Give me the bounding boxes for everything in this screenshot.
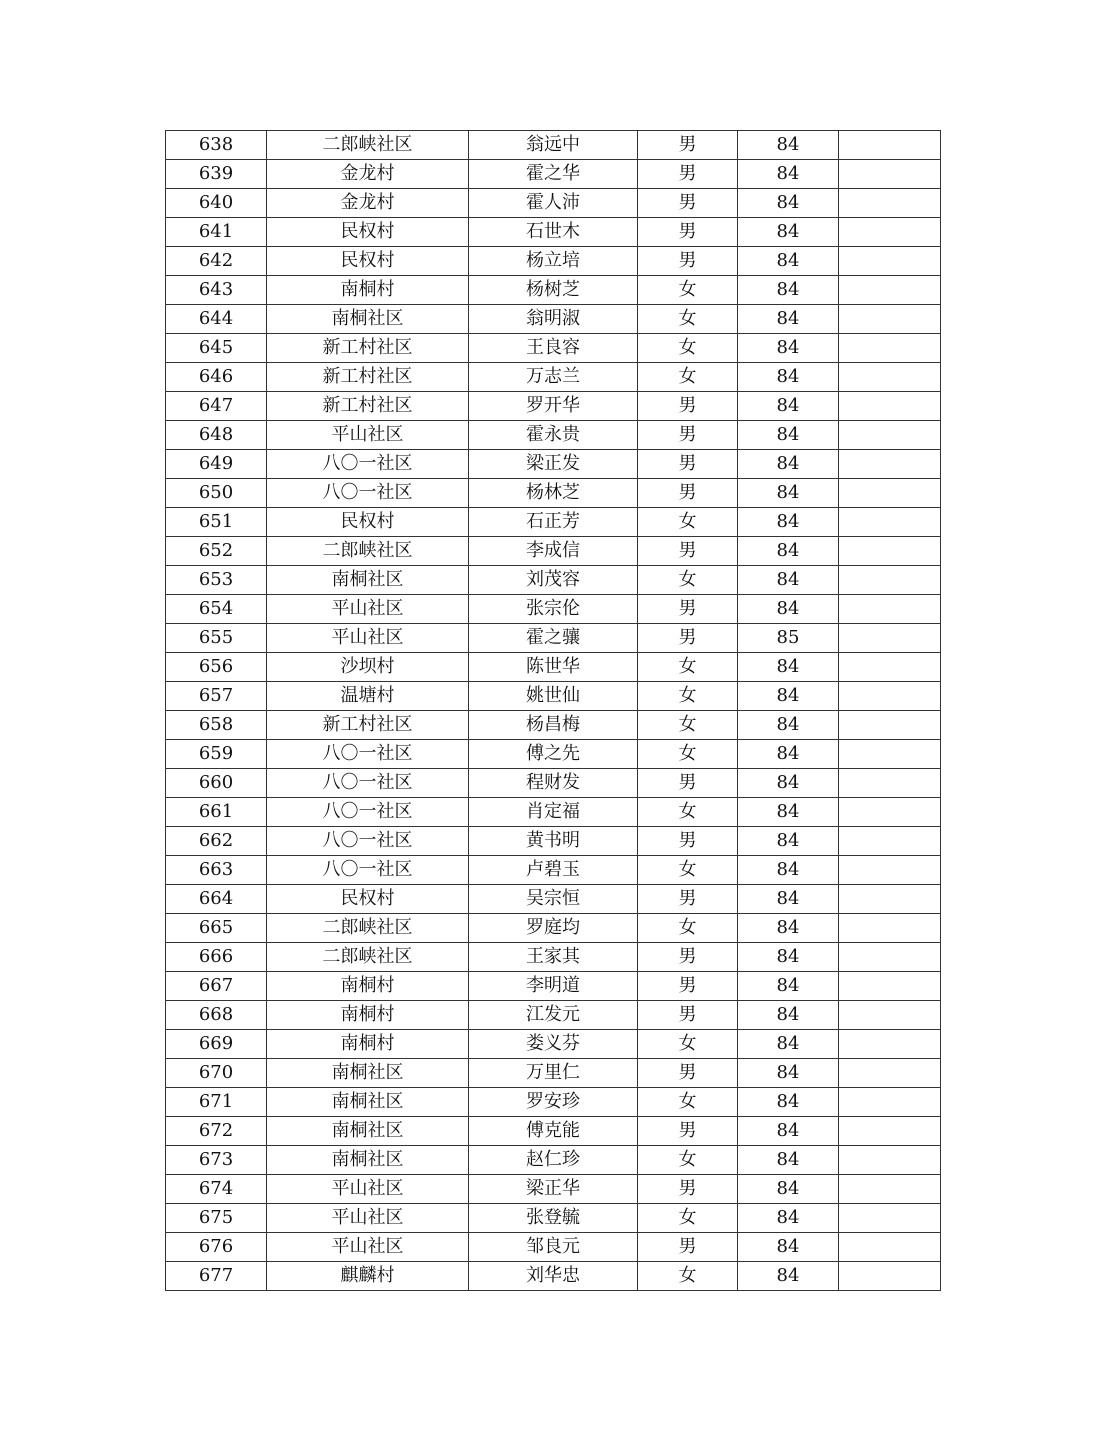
- serial-number-cell: 645: [166, 334, 267, 363]
- name-cell: 傅克能: [469, 1117, 638, 1146]
- sex-cell: 男: [638, 827, 738, 856]
- name-cell: 霍人沛: [469, 189, 638, 218]
- table-row: [166, 1059, 941, 1088]
- age-cell: 84: [738, 334, 839, 363]
- table-row: [166, 943, 941, 972]
- sex-cell: 男: [638, 1059, 738, 1088]
- note-cell: [839, 537, 941, 566]
- community-cell: 平山社区: [267, 421, 469, 450]
- note-cell: [839, 1175, 941, 1204]
- table-row: [166, 508, 941, 537]
- serial-number-cell: 667: [166, 972, 267, 1001]
- name-cell: 梁正发: [469, 450, 638, 479]
- age-cell: 84: [738, 1117, 839, 1146]
- age-cell: 84: [738, 160, 839, 189]
- age-cell: 84: [738, 682, 839, 711]
- note-cell: [839, 798, 941, 827]
- name-cell: 石正芳: [469, 508, 638, 537]
- sex-cell: 男: [638, 595, 738, 624]
- age-cell: 85: [738, 624, 839, 653]
- serial-number-cell: 653: [166, 566, 267, 595]
- name-cell: 黄书明: [469, 827, 638, 856]
- name-cell: 傅之先: [469, 740, 638, 769]
- age-cell: 84: [738, 856, 839, 885]
- community-cell: 南桐村: [267, 276, 469, 305]
- note-cell: [839, 1117, 941, 1146]
- serial-number-cell: 673: [166, 1146, 267, 1175]
- community-cell: 麒麟村: [267, 1262, 469, 1291]
- roster-table-body: [166, 131, 941, 1291]
- table-row: [166, 827, 941, 856]
- age-cell: 84: [738, 218, 839, 247]
- community-cell: 南桐村: [267, 1030, 469, 1059]
- serial-number-cell: 640: [166, 189, 267, 218]
- serial-number-cell: 661: [166, 798, 267, 827]
- table-row: [166, 479, 941, 508]
- serial-number-cell: 644: [166, 305, 267, 334]
- table-row: [166, 131, 941, 160]
- note-cell: [839, 1204, 941, 1233]
- table-row: [166, 1088, 941, 1117]
- serial-number-cell: 659: [166, 740, 267, 769]
- age-cell: 84: [738, 914, 839, 943]
- table-row: [166, 421, 941, 450]
- table-row: [166, 537, 941, 566]
- age-cell: 84: [738, 740, 839, 769]
- age-cell: 84: [738, 189, 839, 218]
- table-row: [166, 624, 941, 653]
- sex-cell: 女: [638, 1204, 738, 1233]
- sex-cell: 男: [638, 1233, 738, 1262]
- note-cell: [839, 247, 941, 276]
- sex-cell: 女: [638, 856, 738, 885]
- sex-cell: 女: [638, 1030, 738, 1059]
- name-cell: 王家其: [469, 943, 638, 972]
- sex-cell: 男: [638, 421, 738, 450]
- note-cell: [839, 1262, 941, 1291]
- note-cell: [839, 1088, 941, 1117]
- note-cell: [839, 1001, 941, 1030]
- community-cell: 二郎峡社区: [267, 943, 469, 972]
- name-cell: 翁明淑: [469, 305, 638, 334]
- serial-number-cell: 675: [166, 1204, 267, 1233]
- age-cell: 84: [738, 972, 839, 1001]
- serial-number-cell: 655: [166, 624, 267, 653]
- sex-cell: 女: [638, 740, 738, 769]
- sex-cell: 男: [638, 479, 738, 508]
- table-row: [166, 566, 941, 595]
- age-cell: 84: [738, 566, 839, 595]
- sex-cell: 女: [638, 711, 738, 740]
- name-cell: 罗庭均: [469, 914, 638, 943]
- age-cell: 84: [738, 392, 839, 421]
- name-cell: 罗安珍: [469, 1088, 638, 1117]
- age-cell: 84: [738, 1175, 839, 1204]
- name-cell: 刘华忠: [469, 1262, 638, 1291]
- age-cell: 84: [738, 1204, 839, 1233]
- table-row: [166, 1030, 941, 1059]
- age-cell: 84: [738, 827, 839, 856]
- note-cell: [839, 682, 941, 711]
- serial-number-cell: 674: [166, 1175, 267, 1204]
- sex-cell: 女: [638, 334, 738, 363]
- community-cell: 南桐社区: [267, 305, 469, 334]
- serial-number-cell: 670: [166, 1059, 267, 1088]
- age-cell: 84: [738, 479, 839, 508]
- serial-number-cell: 641: [166, 218, 267, 247]
- table-row: [166, 1233, 941, 1262]
- sex-cell: 男: [638, 885, 738, 914]
- table-row: [166, 1001, 941, 1030]
- serial-number-cell: 664: [166, 885, 267, 914]
- name-cell: 万里仁: [469, 1059, 638, 1088]
- note-cell: [839, 885, 941, 914]
- table-row: [166, 798, 941, 827]
- sex-cell: 女: [638, 566, 738, 595]
- name-cell: 霍之华: [469, 160, 638, 189]
- note-cell: [839, 1030, 941, 1059]
- table-row: [166, 740, 941, 769]
- sex-cell: 女: [638, 508, 738, 537]
- age-cell: 84: [738, 450, 839, 479]
- name-cell: 陈世华: [469, 653, 638, 682]
- community-cell: 南桐社区: [267, 1059, 469, 1088]
- sex-cell: 男: [638, 218, 738, 247]
- note-cell: [839, 508, 941, 537]
- age-cell: 84: [738, 1146, 839, 1175]
- name-cell: 刘茂容: [469, 566, 638, 595]
- community-cell: 二郎峡社区: [267, 537, 469, 566]
- sex-cell: 男: [638, 392, 738, 421]
- age-cell: 84: [738, 421, 839, 450]
- sex-cell: 男: [638, 769, 738, 798]
- table-row: [166, 914, 941, 943]
- sex-cell: 男: [638, 160, 738, 189]
- age-cell: 84: [738, 1088, 839, 1117]
- roster-table: [165, 130, 941, 1291]
- community-cell: 温塘村: [267, 682, 469, 711]
- age-cell: 84: [738, 305, 839, 334]
- serial-number-cell: 656: [166, 653, 267, 682]
- name-cell: 程财发: [469, 769, 638, 798]
- name-cell: 王良容: [469, 334, 638, 363]
- table-row: [166, 856, 941, 885]
- name-cell: 肖定福: [469, 798, 638, 827]
- note-cell: [839, 653, 941, 682]
- serial-number-cell: 657: [166, 682, 267, 711]
- community-cell: 二郎峡社区: [267, 131, 469, 160]
- serial-number-cell: 662: [166, 827, 267, 856]
- table-row: [166, 1175, 941, 1204]
- community-cell: 南桐社区: [267, 1088, 469, 1117]
- table-row: [166, 885, 941, 914]
- sex-cell: 女: [638, 1088, 738, 1117]
- age-cell: 84: [738, 769, 839, 798]
- serial-number-cell: 643: [166, 276, 267, 305]
- age-cell: 84: [738, 247, 839, 276]
- note-cell: [839, 131, 941, 160]
- table-row: [166, 1146, 941, 1175]
- serial-number-cell: 646: [166, 363, 267, 392]
- name-cell: 杨昌梅: [469, 711, 638, 740]
- serial-number-cell: 665: [166, 914, 267, 943]
- sex-cell: 女: [638, 276, 738, 305]
- note-cell: [839, 1233, 941, 1262]
- serial-number-cell: 649: [166, 450, 267, 479]
- community-cell: 平山社区: [267, 1175, 469, 1204]
- table-row: [166, 1262, 941, 1291]
- community-cell: 平山社区: [267, 1233, 469, 1262]
- name-cell: 杨树芝: [469, 276, 638, 305]
- age-cell: 84: [738, 1262, 839, 1291]
- community-cell: 新工村社区: [267, 363, 469, 392]
- age-cell: 84: [738, 537, 839, 566]
- sex-cell: 男: [638, 189, 738, 218]
- serial-number-cell: 639: [166, 160, 267, 189]
- note-cell: [839, 160, 941, 189]
- serial-number-cell: 663: [166, 856, 267, 885]
- age-cell: 84: [738, 885, 839, 914]
- sex-cell: 男: [638, 624, 738, 653]
- sex-cell: 男: [638, 537, 738, 566]
- community-cell: 八〇一社区: [267, 769, 469, 798]
- community-cell: 南桐社区: [267, 566, 469, 595]
- name-cell: 张登毓: [469, 1204, 638, 1233]
- age-cell: 84: [738, 363, 839, 392]
- age-cell: 84: [738, 798, 839, 827]
- serial-number-cell: 671: [166, 1088, 267, 1117]
- serial-number-cell: 642: [166, 247, 267, 276]
- age-cell: 84: [738, 711, 839, 740]
- note-cell: [839, 1059, 941, 1088]
- community-cell: 八〇一社区: [267, 740, 469, 769]
- age-cell: 84: [738, 1233, 839, 1262]
- table-row: [166, 682, 941, 711]
- name-cell: 姚世仙: [469, 682, 638, 711]
- note-cell: [839, 421, 941, 450]
- table-row: [166, 392, 941, 421]
- name-cell: 杨林芝: [469, 479, 638, 508]
- community-cell: 平山社区: [267, 595, 469, 624]
- name-cell: 霍之骧: [469, 624, 638, 653]
- sex-cell: 女: [638, 798, 738, 827]
- name-cell: 赵仁珍: [469, 1146, 638, 1175]
- sex-cell: 女: [638, 363, 738, 392]
- serial-number-cell: 658: [166, 711, 267, 740]
- table-row: [166, 972, 941, 1001]
- note-cell: [839, 711, 941, 740]
- sex-cell: 男: [638, 1117, 738, 1146]
- name-cell: 石世木: [469, 218, 638, 247]
- table-row: [166, 653, 941, 682]
- note-cell: [839, 740, 941, 769]
- community-cell: 南桐社区: [267, 1117, 469, 1146]
- serial-number-cell: 669: [166, 1030, 267, 1059]
- table-row: [166, 218, 941, 247]
- note-cell: [839, 392, 941, 421]
- sex-cell: 男: [638, 247, 738, 276]
- note-cell: [839, 305, 941, 334]
- table-row: [166, 595, 941, 624]
- serial-number-cell: 648: [166, 421, 267, 450]
- community-cell: 八〇一社区: [267, 450, 469, 479]
- community-cell: 南桐社区: [267, 1146, 469, 1175]
- community-cell: 民权村: [267, 885, 469, 914]
- sex-cell: 女: [638, 1146, 738, 1175]
- community-cell: 八〇一社区: [267, 856, 469, 885]
- table-row: [166, 1204, 941, 1233]
- age-cell: 84: [738, 943, 839, 972]
- table-row: [166, 189, 941, 218]
- note-cell: [839, 972, 941, 1001]
- sex-cell: 男: [638, 131, 738, 160]
- name-cell: 吴宗恒: [469, 885, 638, 914]
- note-cell: [839, 479, 941, 508]
- age-cell: 84: [738, 1030, 839, 1059]
- note-cell: [839, 189, 941, 218]
- table-row: [166, 160, 941, 189]
- table-row: [166, 1117, 941, 1146]
- community-cell: 沙坝村: [267, 653, 469, 682]
- table-row: [166, 305, 941, 334]
- table-row: [166, 450, 941, 479]
- serial-number-cell: 654: [166, 595, 267, 624]
- serial-number-cell: 668: [166, 1001, 267, 1030]
- sex-cell: 女: [638, 682, 738, 711]
- age-cell: 84: [738, 1001, 839, 1030]
- name-cell: 杨立培: [469, 247, 638, 276]
- serial-number-cell: 666: [166, 943, 267, 972]
- sex-cell: 女: [638, 1262, 738, 1291]
- note-cell: [839, 363, 941, 392]
- name-cell: 娄义芬: [469, 1030, 638, 1059]
- age-cell: 84: [738, 595, 839, 624]
- age-cell: 84: [738, 653, 839, 682]
- sex-cell: 男: [638, 943, 738, 972]
- serial-number-cell: 677: [166, 1262, 267, 1291]
- community-cell: 平山社区: [267, 1204, 469, 1233]
- serial-number-cell: 650: [166, 479, 267, 508]
- sex-cell: 男: [638, 972, 738, 1001]
- note-cell: [839, 914, 941, 943]
- community-cell: 金龙村: [267, 189, 469, 218]
- note-cell: [839, 450, 941, 479]
- note-cell: [839, 276, 941, 305]
- community-cell: 新工村社区: [267, 711, 469, 740]
- table-row: [166, 247, 941, 276]
- community-cell: 民权村: [267, 247, 469, 276]
- community-cell: 八〇一社区: [267, 827, 469, 856]
- table-row: [166, 363, 941, 392]
- name-cell: 邹良元: [469, 1233, 638, 1262]
- community-cell: 二郎峡社区: [267, 914, 469, 943]
- name-cell: 梁正华: [469, 1175, 638, 1204]
- table-row: [166, 711, 941, 740]
- note-cell: [839, 566, 941, 595]
- serial-number-cell: 660: [166, 769, 267, 798]
- note-cell: [839, 943, 941, 972]
- serial-number-cell: 638: [166, 131, 267, 160]
- note-cell: [839, 827, 941, 856]
- serial-number-cell: 676: [166, 1233, 267, 1262]
- name-cell: 李明道: [469, 972, 638, 1001]
- age-cell: 84: [738, 131, 839, 160]
- note-cell: [839, 856, 941, 885]
- sex-cell: 女: [638, 914, 738, 943]
- serial-number-cell: 652: [166, 537, 267, 566]
- table-row: [166, 334, 941, 363]
- name-cell: 卢碧玉: [469, 856, 638, 885]
- community-cell: 民权村: [267, 508, 469, 537]
- name-cell: 张宗伦: [469, 595, 638, 624]
- serial-number-cell: 651: [166, 508, 267, 537]
- name-cell: 江发元: [469, 1001, 638, 1030]
- age-cell: 84: [738, 508, 839, 537]
- note-cell: [839, 1146, 941, 1175]
- community-cell: 八〇一社区: [267, 798, 469, 827]
- community-cell: 新工村社区: [267, 392, 469, 421]
- note-cell: [839, 769, 941, 798]
- sex-cell: 男: [638, 1175, 738, 1204]
- sex-cell: 男: [638, 450, 738, 479]
- note-cell: [839, 595, 941, 624]
- table-row: [166, 276, 941, 305]
- age-cell: 84: [738, 276, 839, 305]
- name-cell: 万志兰: [469, 363, 638, 392]
- community-cell: 南桐村: [267, 972, 469, 1001]
- name-cell: 翁远中: [469, 131, 638, 160]
- name-cell: 霍永贵: [469, 421, 638, 450]
- community-cell: 平山社区: [267, 624, 469, 653]
- name-cell: 李成信: [469, 537, 638, 566]
- table-row: [166, 769, 941, 798]
- sex-cell: 男: [638, 1001, 738, 1030]
- serial-number-cell: 647: [166, 392, 267, 421]
- serial-number-cell: 672: [166, 1117, 267, 1146]
- community-cell: 八〇一社区: [267, 479, 469, 508]
- community-cell: 金龙村: [267, 160, 469, 189]
- community-cell: 民权村: [267, 218, 469, 247]
- community-cell: 南桐村: [267, 1001, 469, 1030]
- sex-cell: 女: [638, 653, 738, 682]
- note-cell: [839, 218, 941, 247]
- note-cell: [839, 334, 941, 363]
- name-cell: 罗开华: [469, 392, 638, 421]
- sex-cell: 女: [638, 305, 738, 334]
- community-cell: 新工村社区: [267, 334, 469, 363]
- age-cell: 84: [738, 1059, 839, 1088]
- note-cell: [839, 624, 941, 653]
